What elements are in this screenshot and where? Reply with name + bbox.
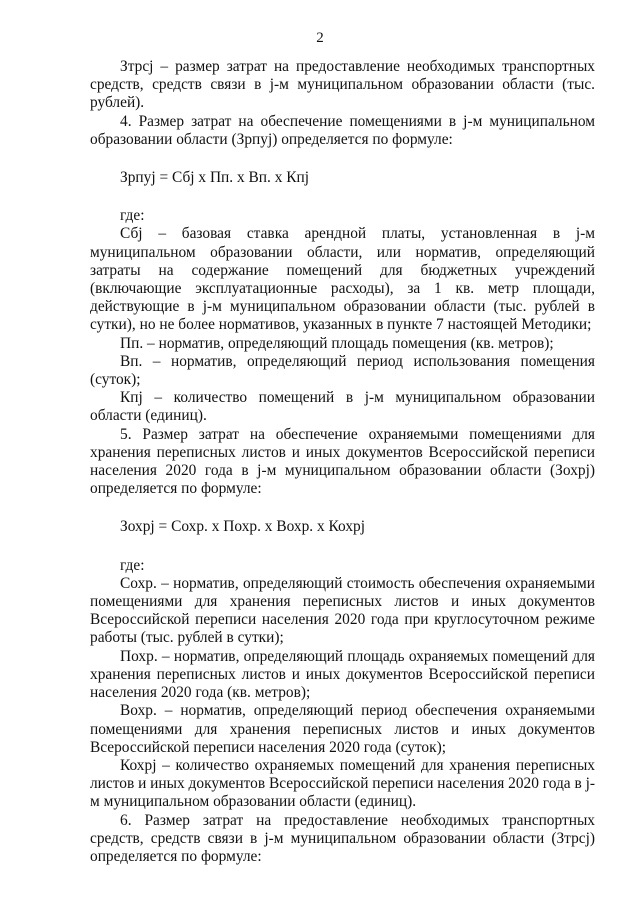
paragraph-transport-cost-definition: Зтрсj – размер затрат на предоставление необходимых транспортных средств, средств связи в j-м муниципальном образовании области (тыс. рублей). — [90, 58, 595, 112]
where-label: где: — [120, 207, 145, 225]
paragraph-section-6: 6. Размер затрат на предоставление необходимых транспортных средств, средств связи в j-м муниципальном образовании области (Зтрсj) определяется по формуле: — [90, 811, 595, 865]
definition-guarded-cost: Сохр. – норматив, определяющий стоимость обеспечения охраняемыми помещениями для хранения переписных листов и иных документов Всероссийской переписи населения 2020 года при круглосуточном режиме работы (тыс. рублей в сутки); — [90, 574, 595, 647]
definition-base-rent-rate: Сбj – базовая ставка арендной платы, установленная в j-м муниципальном образовании области, или норматив, определяющий затраты на содержание помещений для бюджетных учреждений (включающие эксплуатационные расходы), за 1 кв. метр площади, действующие в j-м муниципальном образовании области (тыс. рублей в сутки), но не более нормативов, указанных в пункте 7 настоящей Методики; — [90, 225, 595, 334]
paragraph-section-4: 4. Размер затрат на обеспечение помещениями в j-м муниципальном образовании области (Зрпуj) определяется по формуле: — [90, 112, 595, 148]
document-body — [90, 58, 595, 866]
paragraph-section-5: 5. Размер затрат на обеспечение охраняемыми помещениями для хранения переписных листов и иных документов Всероссийской переписи населения 2020 года в j-м муниципальном образовании области (Зохрj) определяется по формуле: — [90, 425, 595, 498]
definition-premises-period: Вп. – норматив, определяющий период использования помещения (суток); — [90, 352, 595, 389]
definition-guarded-area: Похр. – норматив, определяющий площадь охраняемых помещений для хранения переписных листов и иных документов Всероссийской переписи населения 2020 года (кв. метров); — [90, 647, 595, 702]
formula-premises-cost: Зрпуj = Сбj х Пп. х Вп. х Кпj — [120, 169, 310, 187]
definition-guarded-count: Кохрj – количество охраняемых помещений для хранения переписных листов и иных документов Всероссийской переписи населения 2020 года в j-м муниципальном образовании области (единиц). — [90, 756, 595, 811]
formula-guarded-premises-cost: Зохрj = Сохр. х Похр. х Вохр. х Кохрj — [120, 518, 366, 536]
page-number: 2 — [316, 30, 324, 46]
where-label: где: — [120, 556, 145, 574]
definition-premises-area: Пп. – норматив, определяющий площадь помещения (кв. метров); — [120, 334, 554, 352]
definition-premises-count: Кпj – количество помещений в j-м муниципальном образовании области (единиц). — [90, 389, 595, 425]
definition-guarded-period: Вохр. – норматив, определяющий период обеспечения охраняемыми помещениями для хранения переписных листов и иных документов Всероссийской переписи населения 2020 года (суток); — [90, 702, 595, 756]
